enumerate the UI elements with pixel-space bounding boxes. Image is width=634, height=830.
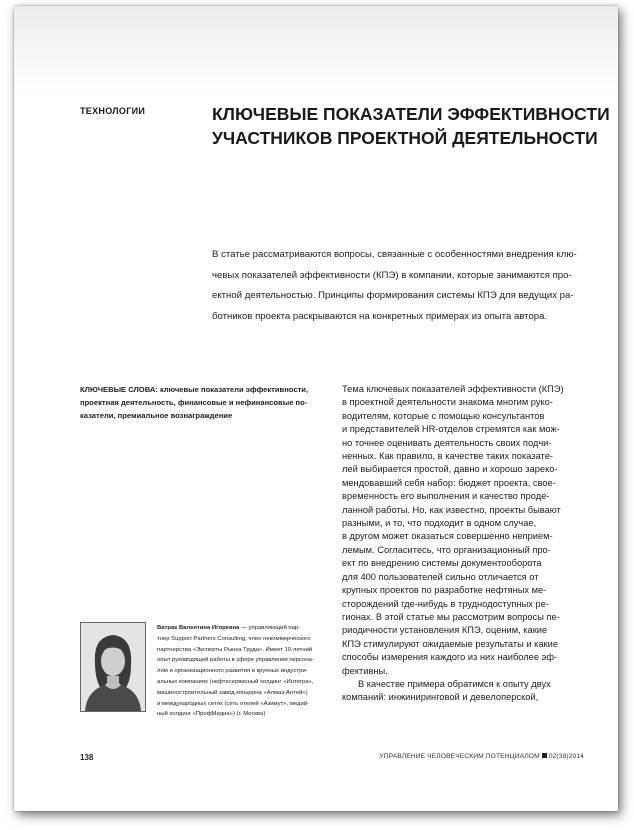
lead-line: ботников проекта раскрываются на конкретных примерах из опыта автора. <box>212 310 548 322</box>
body-line: В качестве примера обратимся к опыту двух <box>358 678 551 689</box>
title-line: УЧАСТНИКОВ ПРОЕКТНОЙ ДЕЯТЕЛЬНОСТИ <box>212 128 598 148</box>
author-bio <box>157 623 335 720</box>
body-line: сторождений где-нибудь в труднодоступных ре- <box>342 598 549 609</box>
body-line: лей выбирается простой, давно и хорошо зареко- <box>342 464 558 475</box>
body-line: и представителей HR-отделов стремятся как мож- <box>342 424 560 435</box>
title-line: КЛЮЧЕВЫЕ ПОКАЗАТЕЛИ ЭФФЕКТИВНОСТИ <box>212 104 610 124</box>
keywords-line: казатели, премиальное вознаграждение <box>80 410 233 420</box>
body-line: крупных проектов по разработке нефтяных ме- <box>342 585 547 596</box>
body-line: ненных. Как правило, в качестве таких показате- <box>342 451 553 462</box>
author-line: и международных сетях (сеть отелей «Азимут», медий- <box>157 700 310 707</box>
lead-line: В статье рассматриваются вопросы, связанные с особенностями внедрения клю- <box>212 249 577 260</box>
journal-footer <box>379 753 584 760</box>
body-line: для 400 пользователей сильно отличается от <box>342 571 539 582</box>
author-role: — управляющий пар- <box>239 625 301 631</box>
author-line: ный холдинг «ПрофМедиа») (г. Москва) <box>157 711 266 718</box>
body-line: Тема ключевых показателей эффективности (КПЭ) <box>342 384 564 394</box>
body-line: гионах. В этой статье мы рассмотрим вопросы пе- <box>342 611 560 622</box>
article-title <box>212 102 610 150</box>
author-portrait-icon <box>81 623 145 711</box>
body-line: водителям, которые с помощью консультантов <box>342 410 545 421</box>
page-top-shade <box>14 6 618 96</box>
journal-name: УПРАВЛЕНИЕ ЧЕЛОВЕЧЕСКИМ ПОТЕНЦИАЛОМ <box>379 753 540 760</box>
author-line: машиностроительный завод концерна «Алмаз-Антей») <box>157 689 308 696</box>
body-line: мендовавший себя набор: бюджет проекта, свое- <box>342 477 556 488</box>
lead-line: ектной деятельностью. Принципы формирования системы КПЭ для ведущих ра- <box>212 290 574 301</box>
body-line: способы измерения каждого из них наиболее эф- <box>342 652 558 663</box>
keywords-line: КЛЮЧЕВЫЕ СЛОВА: ключевые показатели эффективности, <box>80 385 309 394</box>
body-line: компаний: инжиниринговой и девелоперской, <box>342 692 539 703</box>
page-number: 138 <box>80 753 94 762</box>
body-line: риодичности установления КПЭ, оценим, какие <box>342 625 548 636</box>
article-body <box>342 383 602 705</box>
author-line: тнер Support Partners Consulting, член некоммерческого <box>157 635 311 642</box>
body-line: в другом может оказаться совершенно неприем- <box>342 531 553 542</box>
lead-line: чевых показателей эффективности (КПЭ) в компании, которые занимаются про- <box>212 269 572 281</box>
square-bullet-icon <box>542 753 547 758</box>
body-line: ланной работы. Но, как известно, проекты бывают <box>342 504 561 515</box>
body-line: в проектной деятельности знакома многим руко- <box>342 397 553 408</box>
body-line: фективны. <box>342 665 388 676</box>
author-name: Ватрак Валентина Игоревна <box>157 625 240 631</box>
magazine-page <box>14 6 618 811</box>
keywords-block <box>80 384 330 422</box>
author-line: опыт руководящей работы в сфере управления персона- <box>157 657 314 664</box>
author-line: альных компаниях (нефтесервисный холдинг «Интегра», <box>157 678 314 685</box>
author-photo <box>80 622 146 712</box>
body-line: но точнее оценивать деятельность своих подчи- <box>342 437 552 448</box>
author-line <box>157 623 335 634</box>
journal-issue: 02(38)2014 <box>548 753 584 760</box>
author-line: лом и организационного развития в крупных индустри- <box>157 668 308 675</box>
body-line: разными, и то, что подходит в одном случае, <box>342 518 537 529</box>
author-line: партнерства «Эксперты Рынка Труда». Имеет 10-летний <box>157 646 313 653</box>
section-label: ТЕХНОЛОГИИ <box>80 106 146 116</box>
keywords-line: проектная деятельность, финансовые и нефинансовые по- <box>80 397 308 407</box>
body-line: временность его выполнения и качество проде- <box>342 491 550 502</box>
body-line: лемым. Согласитесь, что организационный про- <box>342 544 551 555</box>
body-line: ект по внедрению системы документооборота <box>342 558 542 569</box>
body-line: КПЭ стимулируют ожидаемые результаты и какие <box>342 638 558 649</box>
article-lead <box>212 245 592 327</box>
